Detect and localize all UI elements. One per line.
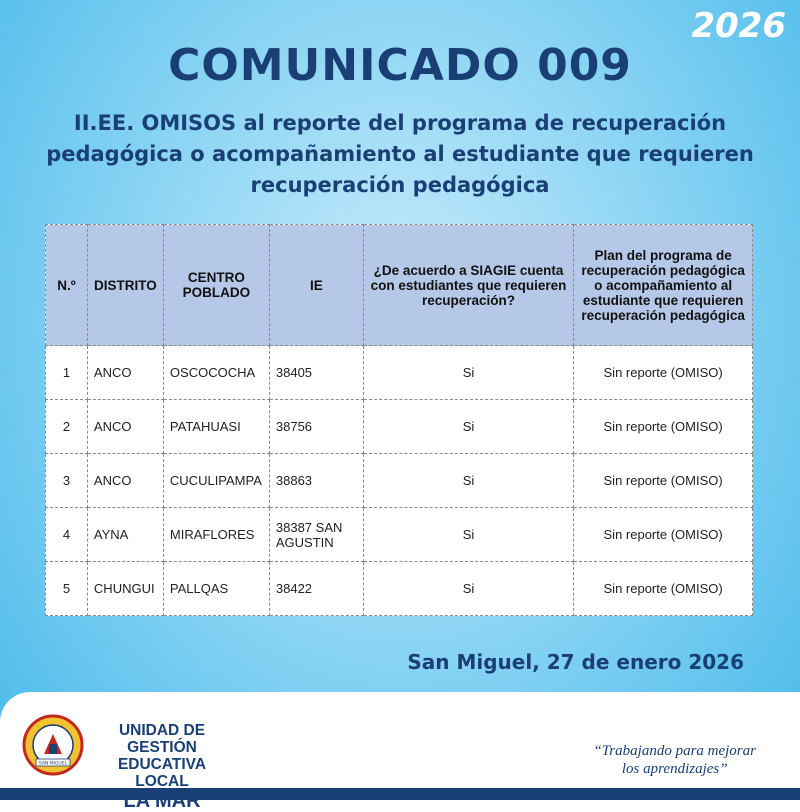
cell-siagie: Si: [363, 346, 573, 400]
cell-distrito: ANCO: [87, 400, 163, 454]
cell-distrito: ANCO: [87, 346, 163, 400]
org-line-2: EDUCATIVA LOCAL: [117, 756, 207, 790]
col-header-siagie: ¿De acuerdo a SIAGIE cuenta con estudiantes que requieren recuperación?: [363, 225, 573, 346]
table-row: [46, 562, 753, 616]
cell-centro-poblado: OSCOCOCHA: [163, 346, 269, 400]
cell-number: 2: [46, 400, 88, 454]
cell-siagie: Si: [363, 400, 573, 454]
cell-number: 3: [46, 454, 88, 508]
cell-ie: 38405: [269, 346, 363, 400]
cell-ie: 38863: [269, 454, 363, 508]
cell-centro-poblado: CUCULIPAMPA: [163, 454, 269, 508]
date-line: San Miguel, 27 de enero 2026: [407, 650, 744, 674]
slogan-line-1: “Trabajando para mejorar: [593, 743, 756, 759]
year-badge: 2026: [691, 6, 786, 46]
cell-number: 5: [46, 562, 88, 616]
cell-plan: Sin reporte (OMISO): [574, 508, 753, 562]
col-header-ie: IE: [269, 225, 363, 346]
cell-number: 1: [46, 346, 88, 400]
col-header-number: N.º: [46, 225, 88, 346]
logo-text: SAN MIGUEL: [38, 761, 68, 767]
cell-plan: Sin reporte (OMISO): [574, 454, 753, 508]
cell-plan: Sin reporte (OMISO): [574, 400, 753, 454]
table-row: [46, 400, 753, 454]
cell-siagie: Si: [363, 562, 573, 616]
cell-ie: 38422: [269, 562, 363, 616]
cell-distrito: CHUNGUI: [87, 562, 163, 616]
cell-plan: Sin reporte (OMISO): [574, 562, 753, 616]
page-subtitle: II.EE. OMISOS al reporte del programa de recuperación pedagógica o acompañamiento al estudiante que requieren recuperación pedagógica: [46, 111, 754, 197]
table-row: [46, 346, 753, 400]
table-row: [46, 454, 753, 508]
table-header-row: [46, 225, 753, 346]
cell-centro-poblado: PALLQAS: [163, 562, 269, 616]
col-header-distrito: DISTRITO: [87, 225, 163, 346]
cell-siagie: Si: [363, 508, 573, 562]
col-header-centro-poblado: CENTRO POBLADO: [163, 225, 269, 346]
cell-siagie: Si: [363, 454, 573, 508]
cell-plan: Sin reporte (OMISO): [574, 346, 753, 400]
omisos-table: [45, 224, 753, 616]
cell-number: 4: [46, 508, 88, 562]
col-header-plan: Plan del programa de recuperación pedagógica o acompañamiento al estudiante que requieren recuperación pedagógica: [574, 225, 753, 346]
org-name: [92, 722, 232, 812]
cell-centro-poblado: MIRAFLORES: [163, 508, 269, 562]
slogan: [593, 742, 756, 778]
ugel-logo-emblem: [22, 714, 84, 776]
org-line-1: UNIDAD DE GESTIÓN: [118, 722, 206, 756]
cell-ie: 38756: [269, 400, 363, 454]
slogan-line-2: los aprendizajes”: [621, 761, 728, 777]
cell-distrito: AYNA: [87, 508, 163, 562]
cell-centro-poblado: PATAHUASI: [163, 400, 269, 454]
cell-distrito: ANCO: [87, 454, 163, 508]
org-line-3: LA MAR: [123, 790, 201, 812]
cell-ie: 38387 SAN AGUSTIN: [269, 508, 363, 562]
page-title: COMUNICADO 009: [168, 40, 632, 91]
table-row: [46, 508, 753, 562]
